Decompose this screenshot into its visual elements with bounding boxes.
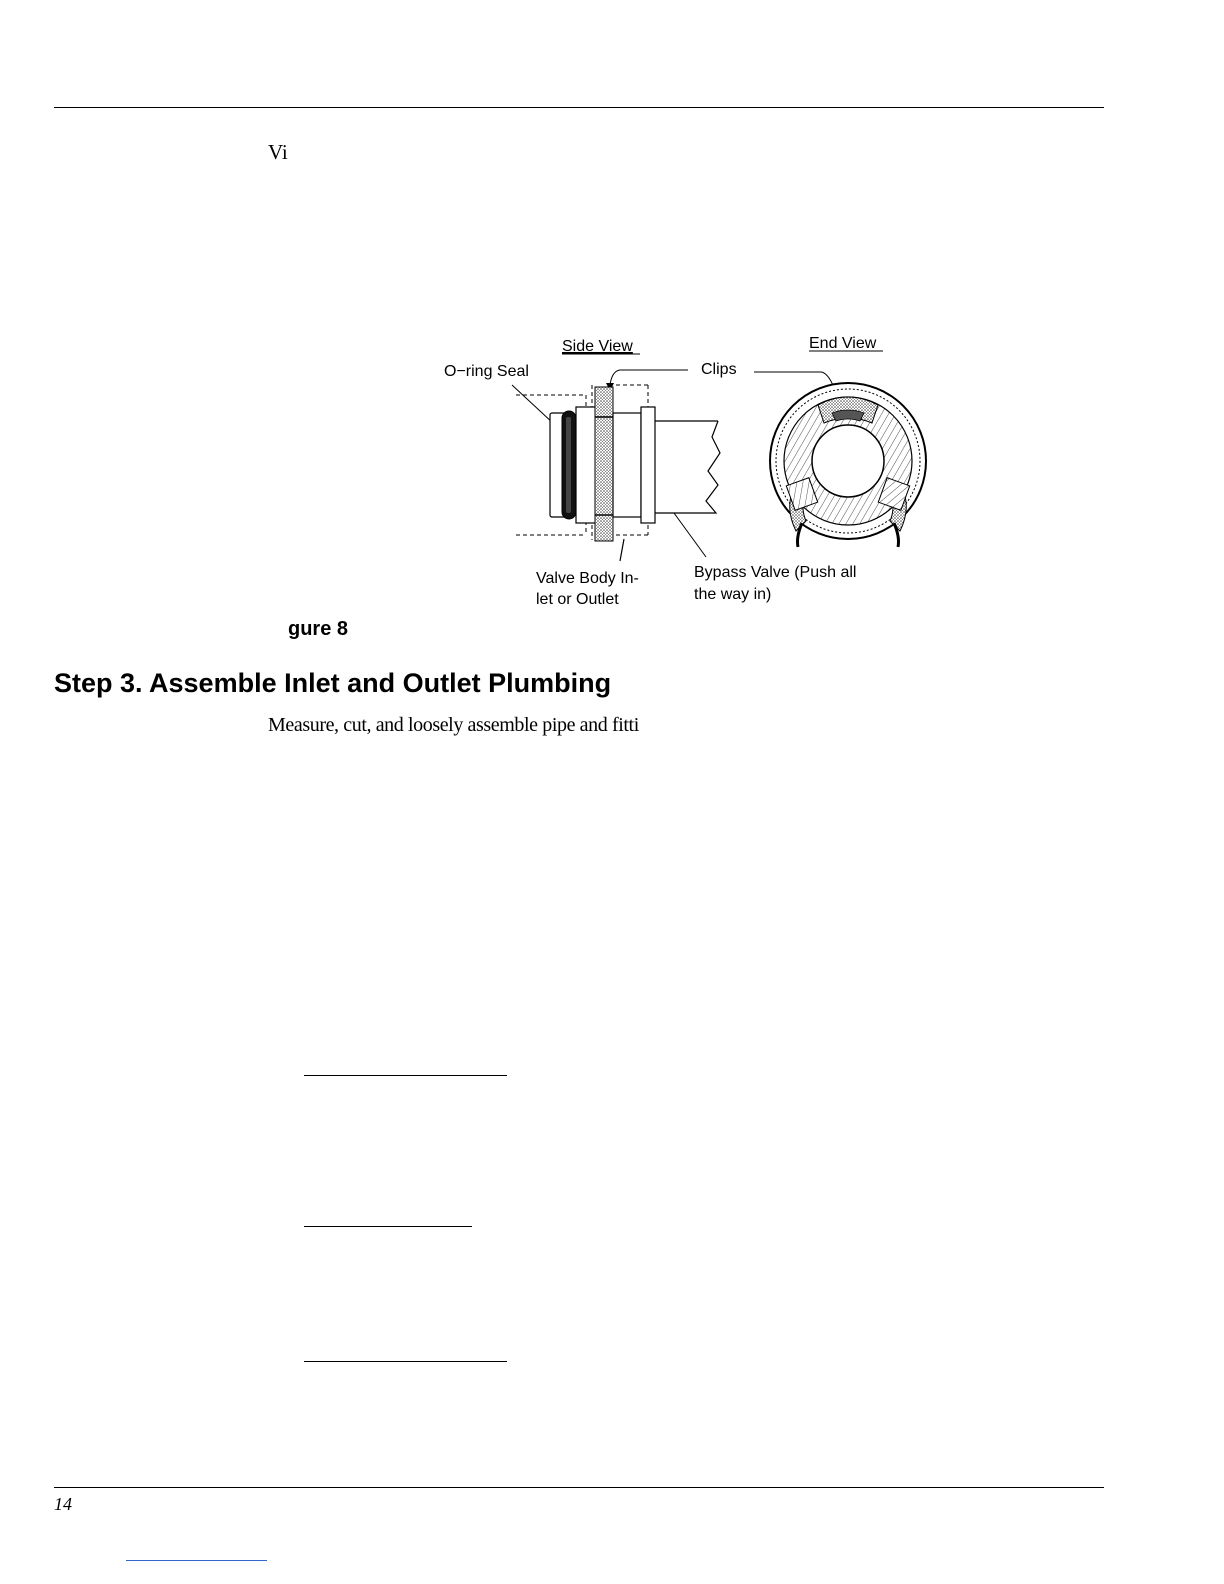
- footer-link-underline[interactable]: [126, 1560, 267, 1561]
- blank-line-1: [304, 1075, 507, 1076]
- intro-text-fragment: Vi: [268, 140, 288, 164]
- bypass-valve-label-line2: the way in): [694, 586, 772, 603]
- header-rule: [54, 107, 1104, 108]
- oring-seal-label: O−ring Seal: [444, 363, 529, 380]
- valve-body-label-line1: Valve Body In-: [536, 570, 639, 587]
- side-view-drawing: [516, 385, 720, 561]
- step-body-text: Measure, cut, and loosely assemble pipe and fitti: [268, 714, 639, 736]
- blank-line-3: [304, 1361, 507, 1362]
- end-view-label: End View: [809, 335, 877, 352]
- page-number: 14: [54, 1494, 72, 1514]
- valve-body-label-line2: let or Outlet: [536, 591, 619, 608]
- bypass-valve-figure: [420, 325, 940, 615]
- blank-line-2: [304, 1226, 472, 1227]
- footer-rule: [54, 1487, 1104, 1488]
- bypass-valve-label-line1: Bypass Valve (Push all: [694, 564, 857, 581]
- side-view-label: Side View: [562, 338, 633, 355]
- figure-caption: gure 8: [288, 618, 349, 640]
- clips-label: Clips: [701, 361, 737, 378]
- step-heading: Step 3. Assemble Inlet and Outlet Plumbing: [54, 668, 612, 698]
- end-view-drawing: [770, 383, 926, 547]
- clips-leader-left-curve: [610, 370, 620, 385]
